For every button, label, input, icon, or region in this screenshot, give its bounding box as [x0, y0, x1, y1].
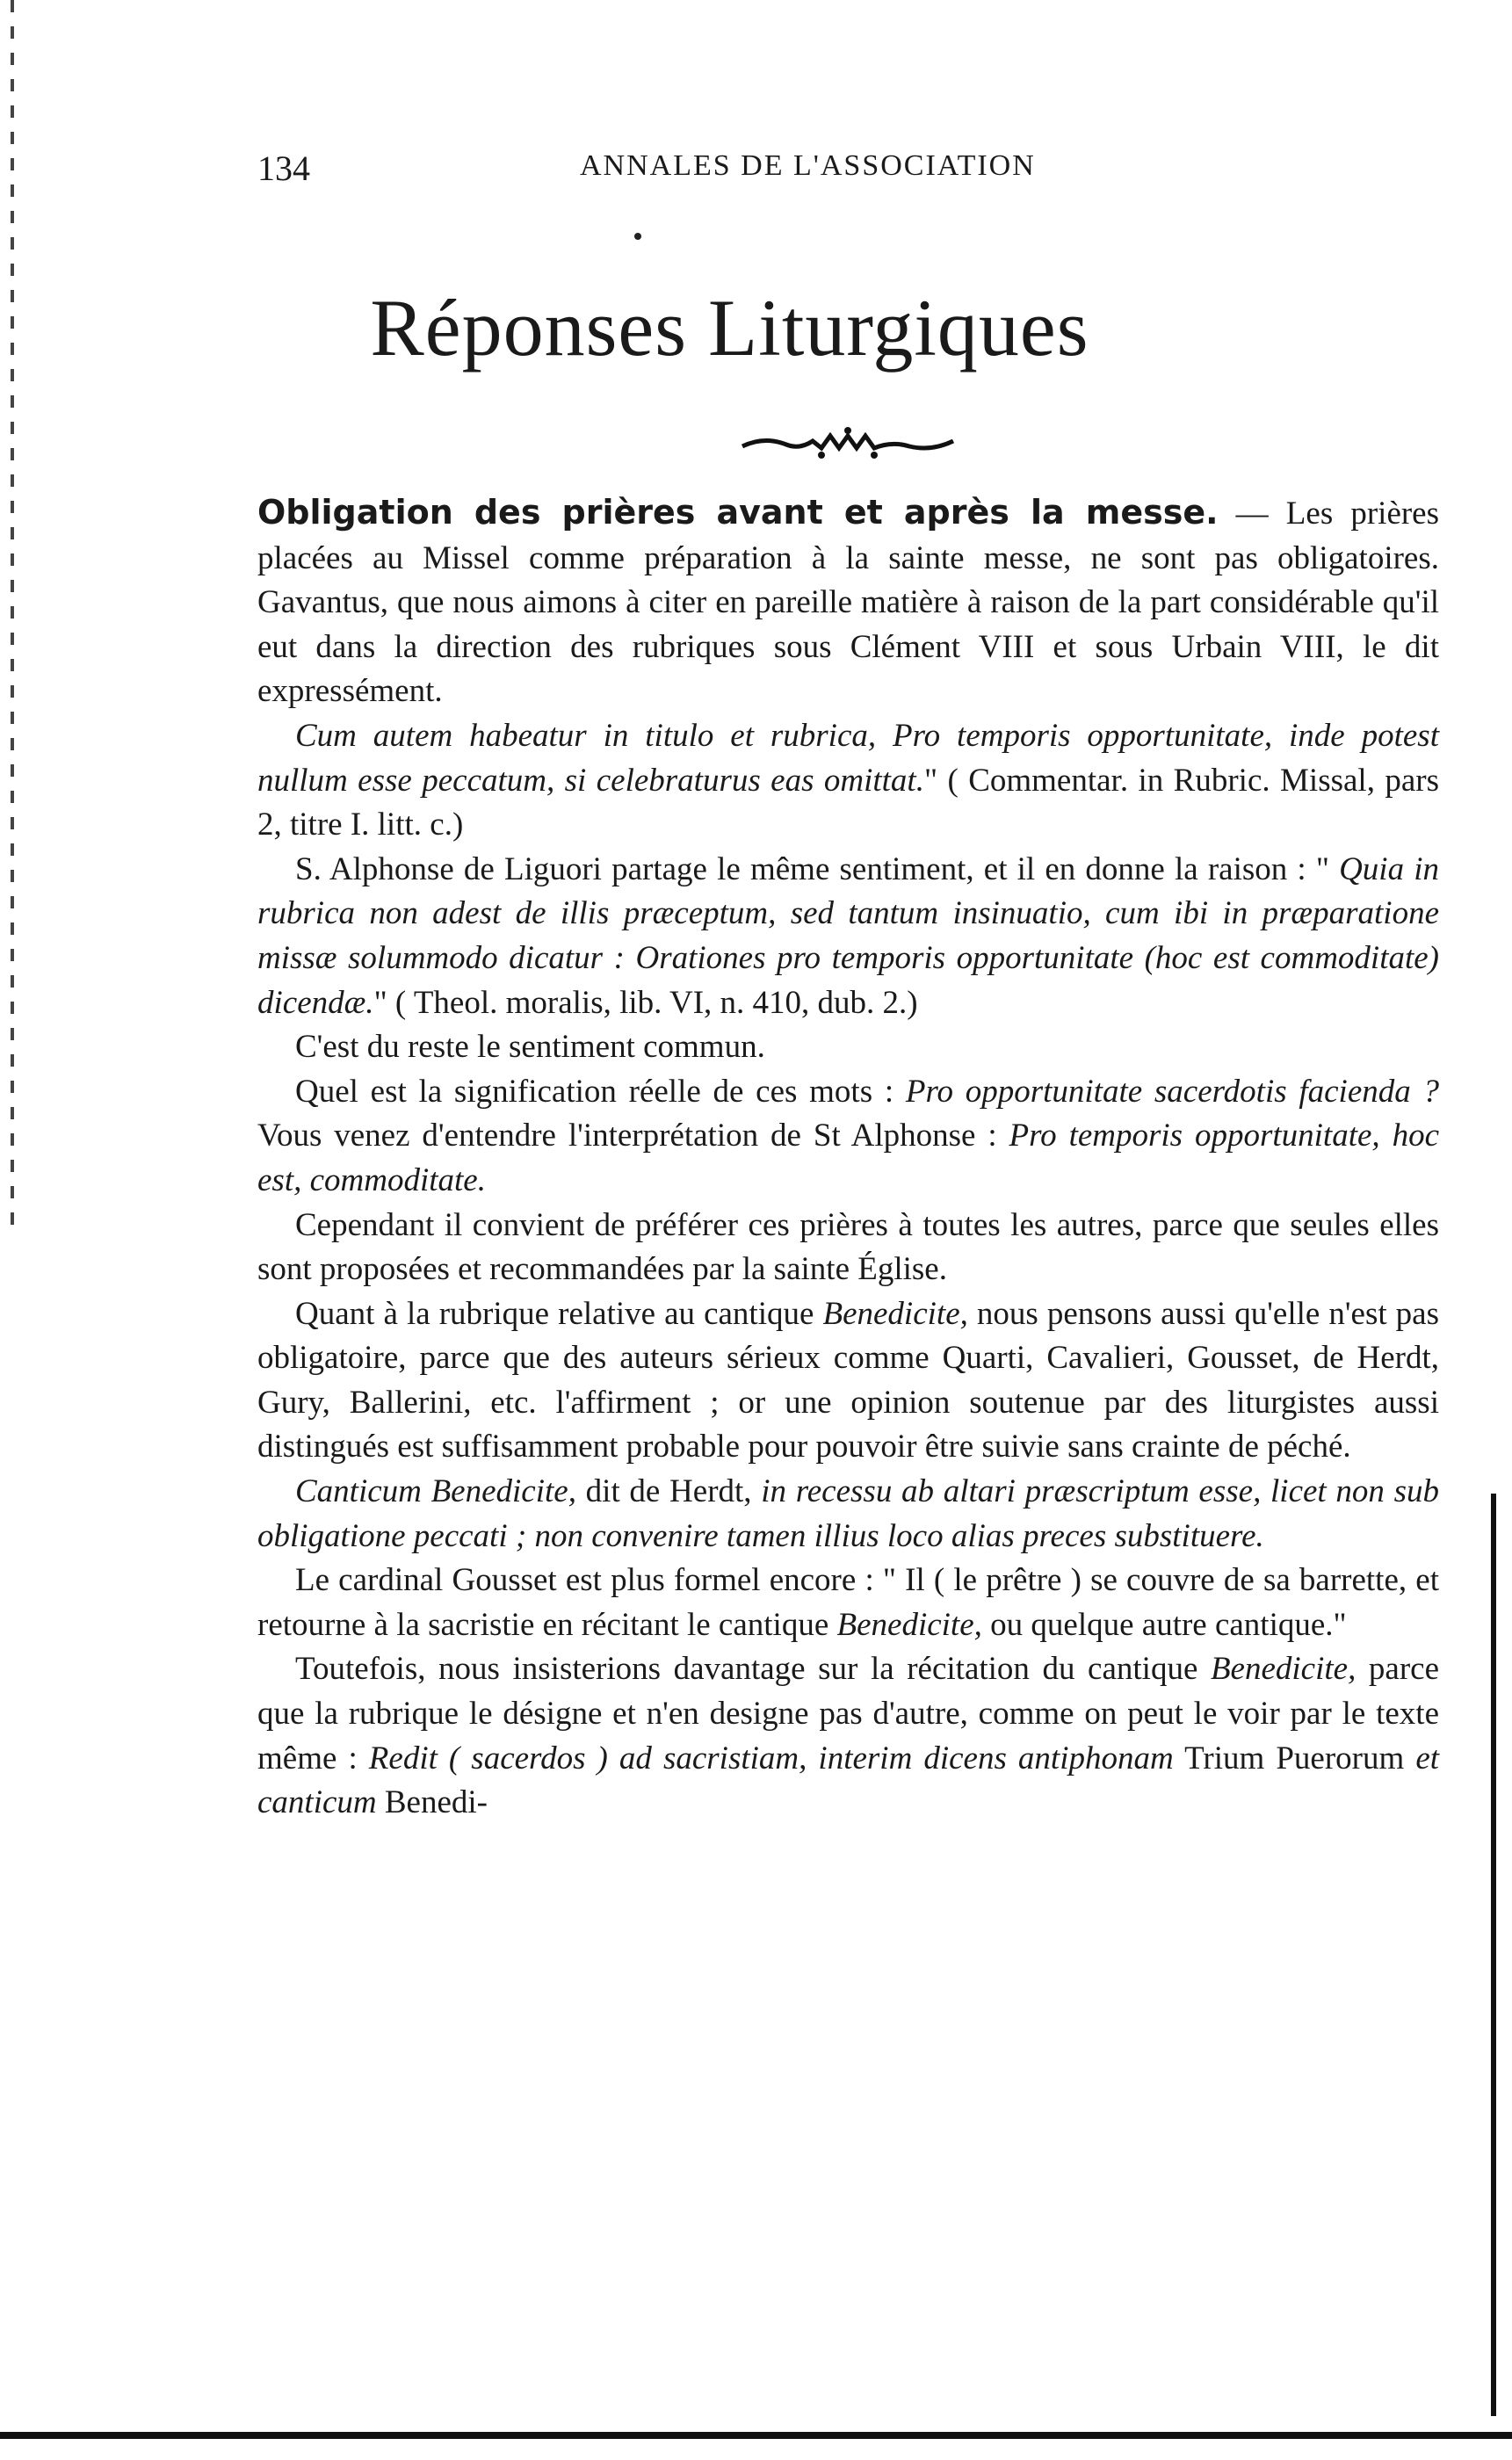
flourish-icon: [738, 420, 958, 464]
article-body: [257, 490, 1439, 1826]
paragraph-text: C'est du reste le sentiment commun.: [295, 1029, 765, 1066]
latin-quote: Pro temporis opportunitate, hoc est, commoditate.: [257, 1118, 1439, 1198]
paragraph-text: Quant à la rubrique relative au cantique: [295, 1295, 823, 1332]
latin-quote: et canticum: [257, 1740, 1440, 1821]
running-head: ANNALES DE L'ASSOCIATION: [580, 149, 1036, 182]
paragraph-text: Toutefois, nous insisterions davantage sur la récitation du cantique: [295, 1651, 1211, 1688]
paragraph-text: S. Alphonse de Liguori partage le même sentiment, et il en donne la raison : ": [295, 850, 1340, 887]
paragraph-text: " ( Theol. moralis, lib. VI, n. 410, dub. 2.): [373, 984, 918, 1021]
latin-quote: Quia in rubrica non adest de illis præceptum, sed tantum insinuatio, cum ibi in præparatione missæ solummodo dicatur : Orationes pro temporis opportunitate (hoc est commoditate) dicendæ.: [257, 850, 1440, 1021]
paragraph: [257, 490, 1439, 714]
paragraph: [257, 714, 1439, 848]
paragraph-text: ou quelque autre cantique.": [981, 1606, 1347, 1643]
paragraph-text: Quel est la signification réelle de ces mots :: [295, 1073, 906, 1110]
paragraph-text: Vous venez d'entendre l'interprétation de St Alphonse :: [257, 1118, 1009, 1154]
paragraph: [257, 1025, 1439, 1070]
paragraph: [257, 1470, 1439, 1559]
dot-mark: [634, 233, 641, 240]
page-number: 134: [257, 148, 310, 188]
paragraph: [257, 848, 1439, 1025]
paragraph: [257, 1204, 1439, 1292]
paragraph-text: Trium Puerorum: [1173, 1740, 1416, 1776]
latin-quote: Pro opportunitate sacerdotis facienda ?: [905, 1073, 1439, 1110]
page-title-text: Réponses Liturgiques: [370, 283, 1089, 373]
paragraph-text: — Les prières placées au Missel comme préparation à la sainte messe, ne sont pas obligatoires. Gavantus, que nous aimons à citer en pareille matière à raison de la part considérable qu'il eut dans la direction des rubriques sous Clément VIII et sous Urbain VIII, le dit expressément.: [257, 496, 1440, 710]
page-header: [0, 148, 1512, 200]
latin-quote: Redit ( sacerdos ) ad sacristiam, interim dicens antiphonam: [368, 1740, 1174, 1776]
latin-quote: Benedicite,: [1210, 1651, 1356, 1688]
scan-edge-bottom: [0, 2432, 1512, 2439]
paragraph-text: Le cardinal Gousset est plus formel encore : " Il ( le prêtre ) se couvre de sa barrette, et retourne à la sacristie en récitant le cantique: [257, 1562, 1439, 1643]
paragraph: [257, 1292, 1439, 1470]
paragraph: [257, 1559, 1439, 1647]
paragraph-text: nous pensons aussi qu'elle n'est pas obligatoire, parce que des auteurs sérieux comme Quarti, Cavalieri, Gousset, de Herdt, Gury, Ballerini, etc. l'affirment ; or une opinion soutenue par des liturgistes aussi distingués est suffisamment probable pour pouvoir être suivie sans crainte de péché.: [257, 1295, 1440, 1465]
latin-quote: Canticum Benedicite,: [295, 1473, 576, 1510]
page-title: [0, 281, 1512, 374]
latin-quote: Cum autem habeatur in titulo et rubrica, Pro temporis opportunitate, inde potest nullum esse peccatum, si celebraturus eas omittat.: [257, 717, 1439, 799]
paragraph: [257, 1070, 1439, 1204]
paragraph-text: Benedi-: [376, 1784, 488, 1821]
paragraph-text: dit de Herdt,: [575, 1473, 762, 1510]
paragraph-text: parce que la rubrique le désigne et n'en designe pas d'autre, comme on peut le voir par le texte même :: [257, 1651, 1439, 1776]
latin-quote: Benedicite,: [822, 1295, 968, 1332]
paragraph-text: Cependant il convient de préférer ces prières à toutes les autres, parce que seules elles sont proposées et recommandées par la sainte Église.: [257, 1206, 1439, 1288]
paragraph-text: " ( Commentar. in Rubric. Missal, pars 2, titre I. litt. c.): [257, 762, 1439, 843]
latin-quote: Benedicite,: [836, 1606, 982, 1643]
section-heading: Obligation des prières avant et après la messe.: [257, 493, 1219, 532]
scan-edge-right: [1491, 1494, 1496, 2416]
latin-quote: in recessu ab altari præscriptum esse, licet non sub obligatione peccati ; non convenire tamen illius loco alias preces substituere.: [257, 1473, 1439, 1554]
paragraph: [257, 1647, 1439, 1825]
